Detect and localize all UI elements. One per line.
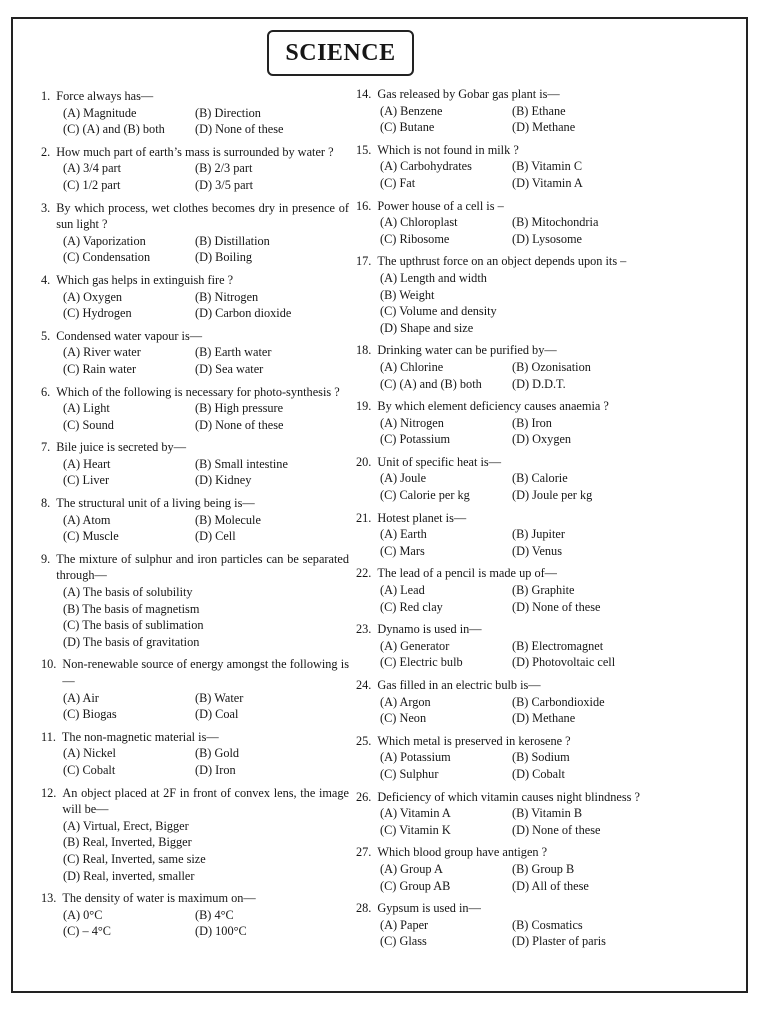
answer-option: (B) Ethane [512, 103, 566, 118]
answer-option: (C) Muscle [63, 529, 119, 544]
question-number: 19. [356, 399, 372, 414]
question-text: The mixture of sulphur and iron particles can be separated through— [56, 551, 349, 583]
answer-option: (B) Group B [512, 861, 575, 876]
answer-option: (A) Length and width [380, 270, 487, 285]
question-6 [41, 384, 349, 434]
question-stem [41, 495, 349, 512]
answer-option: (D) None of these [195, 122, 284, 137]
answer-option: (B) Jupiter [512, 527, 565, 542]
answer-option: (B) Iron [512, 415, 552, 430]
answer-option: (A) Chloroplast [380, 215, 458, 230]
answer-options [356, 749, 676, 782]
question-4 [41, 272, 349, 322]
question-number: 14. [356, 87, 372, 101]
answer-option: (B) Weight [380, 287, 435, 302]
question-text: Unit of specific heat is— [377, 454, 501, 469]
answer-options [356, 582, 676, 615]
answer-option: (B) Molecule [195, 512, 261, 527]
answer-option: (A) Oxygen [63, 289, 123, 304]
question-number: 23. [356, 622, 372, 637]
answer-option: (C) Potassium [380, 432, 451, 447]
answer-option: (D) Lysosome [512, 231, 583, 246]
question-number: 13. [41, 891, 57, 906]
answer-option: (D) Iron [195, 762, 236, 777]
answer-options [41, 512, 349, 545]
question-stem [356, 398, 676, 415]
answer-option: (C) Cobalt [63, 762, 116, 777]
answer-options [41, 907, 349, 940]
answer-option: (C) Mars [380, 543, 425, 558]
answer-options [356, 917, 676, 950]
answer-options [41, 344, 349, 377]
answer-option: (B) High pressure [195, 401, 284, 416]
question-25 [356, 733, 676, 783]
answer-options [356, 470, 676, 503]
answer-option: (C) Butane [380, 120, 435, 135]
question-text: By which process, wet clothes becomes dry in presence of sun light ? [56, 200, 349, 232]
answer-option: (A) Lead [380, 583, 425, 598]
question-16 [356, 198, 676, 248]
answer-option: (B) Cosmatics [512, 917, 583, 932]
question-number: 12. [41, 785, 57, 800]
answer-option: (C) – 4°C [63, 924, 111, 939]
question-text: An object placed at 2F in front of convex lens, the image will be— [62, 785, 349, 817]
answer-option: (C) Real, Inverted, same size [63, 851, 206, 866]
question-stem [41, 656, 349, 689]
question-number: 18. [356, 343, 372, 358]
question-number: 15. [356, 142, 372, 157]
question-number: 11. [41, 729, 56, 744]
question-11 [41, 729, 349, 779]
answer-option: (B) Direction [195, 105, 261, 120]
answer-options [356, 359, 676, 392]
question-19 [356, 398, 676, 448]
answer-options [356, 158, 676, 191]
page-title: SCIENCE [285, 39, 396, 66]
answer-option: (A) Potassium [380, 750, 451, 765]
answer-option: (A) Nickel [63, 746, 116, 761]
answer-option: (B) Gold [195, 746, 240, 761]
question-7 [41, 439, 349, 489]
answer-option: (B) Ozonisation [512, 359, 591, 374]
question-26 [356, 789, 676, 839]
question-stem [356, 900, 676, 917]
answer-options [41, 160, 349, 193]
answer-options [356, 103, 676, 136]
answer-options [356, 415, 676, 448]
answer-options [356, 805, 676, 838]
answer-option: (D) D.D.T. [512, 376, 566, 391]
answer-option: (B) 2/3 part [195, 161, 253, 176]
answer-option: (C) Hydrogen [63, 306, 132, 321]
question-text: Which metal is preserved in kerosene ? [377, 733, 571, 748]
question-stem [356, 253, 676, 270]
answer-options [356, 694, 676, 727]
answer-option: (A) Chlorine [380, 359, 444, 374]
answer-option: (C) (A) and (B) both [380, 376, 482, 391]
answer-options [356, 214, 676, 247]
answer-option: (D) The basis of gravitation [63, 634, 200, 649]
answer-option: (A) Light [63, 401, 110, 416]
answer-option: (D) Carbon dioxide [195, 306, 292, 321]
answer-option: (C) Neon [380, 711, 427, 726]
question-number: 1. [41, 89, 51, 103]
question-text: Gas released by Gobar gas plant is— [377, 87, 560, 101]
question-5 [41, 328, 349, 378]
question-text: Non-renewable source of energy amongst the following is— [62, 657, 349, 688]
answer-option: (B) Calorie [512, 471, 568, 486]
question-number: 7. [41, 440, 51, 455]
answer-options [41, 584, 349, 650]
question-text: Hotest planet is— [377, 510, 467, 525]
question-text: The structural unit of a living being is— [56, 496, 255, 511]
question-stem [41, 88, 349, 105]
answer-option: (A) Nitrogen [380, 415, 444, 430]
answer-option: (A) River water [63, 345, 141, 360]
question-stem [41, 144, 349, 161]
question-number: 25. [356, 733, 372, 748]
answer-option: (C) (A) and (B) both [63, 122, 165, 137]
question-text: The lead of a pencil is made up of— [377, 566, 557, 581]
answer-options [41, 818, 349, 884]
question-stem [41, 785, 349, 818]
answer-options [356, 270, 676, 336]
question-text: Gypsum is used in— [377, 901, 481, 916]
answer-option: (C) Condensation [63, 250, 151, 265]
answer-option: (B) Real, Inverted, Bigger [63, 835, 192, 850]
answer-option: (D) Oxygen [512, 432, 572, 447]
question-stem [41, 384, 349, 401]
question-text: The upthrust force on an object depends upon its – [377, 254, 627, 269]
answer-option: (A) Generator [380, 638, 450, 653]
answer-option: (B) Small intestine [195, 456, 288, 471]
question-text: Which blood group have antigen ? [377, 845, 548, 860]
answer-option: (D) Methane [512, 711, 576, 726]
question-text: How much part of earth’s mass is surrounded by water ? [56, 144, 334, 159]
question-18 [356, 342, 676, 392]
question-text: Force always has— [56, 89, 154, 103]
answer-option: (B) Vitamin B [512, 806, 583, 821]
question-stem [41, 272, 349, 289]
question-28 [356, 900, 676, 950]
question-stem [356, 510, 676, 527]
answer-option: (B) Mitochondria [512, 215, 599, 230]
question-stem [356, 198, 676, 215]
answer-option: (C) Red clay [380, 599, 443, 614]
answer-option: (B) Nitrogen [195, 289, 259, 304]
question-1 [41, 88, 349, 138]
answer-option: (C) Ribosome [380, 231, 450, 246]
answer-option: (D) Boiling [195, 250, 253, 265]
question-stem [356, 844, 676, 861]
question-12 [41, 785, 349, 885]
answer-options [41, 690, 349, 723]
question-number: 28. [356, 901, 372, 916]
answer-option: (D) Real, inverted, smaller [63, 868, 195, 883]
answer-option: (A) 3/4 part [63, 161, 122, 176]
page-title-box [267, 30, 414, 76]
answer-option: (A) Air [63, 690, 99, 705]
answer-option: (C) Biogas [63, 707, 117, 722]
question-20 [356, 454, 676, 504]
answer-option: (B) Distillation [195, 233, 270, 248]
answer-option: (D) All of these [512, 878, 589, 893]
question-text: Which of the following is necessary for photo-synthesis ? [56, 384, 340, 399]
answer-options [41, 105, 349, 138]
question-stem [41, 729, 349, 746]
question-stem [356, 565, 676, 582]
answer-options [41, 400, 349, 433]
answer-option: (C) The basis of sublimation [63, 618, 204, 633]
answer-option: (B) Vitamin C [512, 159, 583, 174]
question-text: Dynamo is used in— [377, 622, 482, 637]
answer-option: (B) Graphite [512, 583, 575, 598]
question-number: 5. [41, 328, 51, 343]
answer-option: (D) Plaster of paris [512, 934, 606, 949]
question-17 [356, 253, 676, 336]
answer-options [41, 456, 349, 489]
question-21 [356, 510, 676, 560]
question-22 [356, 565, 676, 615]
question-stem [356, 142, 676, 159]
left-column [41, 88, 349, 940]
answer-option: (B) The basis of magnetism [63, 601, 200, 616]
question-8 [41, 495, 349, 545]
question-text: Deficiency of which vitamin causes night blindness ? [377, 789, 640, 804]
question-number: 10. [41, 657, 57, 672]
question-stem [356, 677, 676, 694]
answer-option: (A) Paper [380, 917, 429, 932]
answer-options [356, 861, 676, 894]
question-stem [356, 733, 676, 750]
answer-option: (D) None of these [512, 599, 601, 614]
question-23 [356, 621, 676, 671]
answer-option: (A) 0°C [63, 907, 103, 922]
question-number: 26. [356, 789, 372, 804]
question-text: Power house of a cell is – [377, 198, 504, 213]
question-text: Gas filled in an electric bulb is— [377, 678, 541, 692]
question-9 [41, 551, 349, 651]
answer-option: (D) Sea water [195, 361, 264, 376]
question-13 [41, 890, 349, 940]
question-stem [356, 621, 676, 638]
question-stem [41, 551, 349, 584]
answer-option: (C) Volume and density [380, 304, 497, 319]
answer-options [356, 638, 676, 671]
answer-option: (C) Sulphur [380, 766, 439, 781]
question-number: 22. [356, 566, 372, 581]
question-number: 21. [356, 510, 372, 525]
question-number: 4. [41, 272, 51, 287]
answer-option: (A) Atom [63, 512, 111, 527]
question-text: By which element deficiency causes anaemia ? [377, 399, 609, 414]
answer-option: (C) 1/2 part [63, 177, 121, 192]
answer-option: (A) Virtual, Erect, Bigger [63, 818, 189, 833]
question-10 [41, 656, 349, 722]
answer-option: (C) Rain water [63, 361, 137, 376]
answer-option: (B) Carbondioxide [512, 694, 605, 709]
question-stem [41, 890, 349, 907]
question-text: Condensed water vapour is— [56, 328, 203, 343]
question-text: The density of water is maximum on— [62, 891, 256, 906]
question-number: 2. [41, 144, 51, 159]
right-column [356, 86, 676, 950]
answer-option: (A) Earth [380, 527, 427, 542]
answer-option: (D) Kidney [195, 473, 252, 488]
answer-options [41, 233, 349, 266]
answer-option: (D) None of these [195, 417, 284, 432]
answer-option: (A) Heart [63, 456, 111, 471]
question-number: 3. [41, 200, 51, 215]
question-number: 6. [41, 384, 51, 399]
question-text: Which is not found in milk ? [377, 142, 519, 157]
answer-option: (D) Shape and size [380, 320, 474, 335]
answer-option: (C) Liver [63, 473, 110, 488]
answer-option: (D) 100°C [195, 924, 247, 939]
answer-option: (C) Group AB [380, 878, 451, 893]
answer-options [41, 289, 349, 322]
answer-option: (D) Vitamin A [512, 175, 583, 190]
answer-option: (C) Sound [63, 417, 114, 432]
answer-option: (D) None of these [512, 822, 601, 837]
question-number: 9. [41, 551, 51, 566]
question-number: 27. [356, 845, 372, 860]
answer-option: (D) Cell [195, 529, 236, 544]
answer-option: (B) Water [195, 690, 244, 705]
answer-option: (A) The basis of solubility [63, 585, 193, 600]
answer-option: (D) Methane [512, 120, 576, 135]
answer-option: (A) Vitamin A [380, 806, 451, 821]
question-text: The non-magnetic material is— [61, 729, 219, 744]
answer-option: (D) Joule per kg [512, 488, 593, 503]
question-27 [356, 844, 676, 894]
answer-option: (B) Electromagnet [512, 638, 604, 653]
question-24 [356, 677, 676, 727]
answer-option: (D) Cobalt [512, 766, 565, 781]
answer-option: (A) Magnitude [63, 105, 137, 120]
question-number: 24. [356, 678, 372, 692]
answer-option: (C) Glass [380, 934, 427, 949]
answer-option: (D) Photovoltaic cell [512, 655, 616, 670]
question-3 [41, 200, 349, 266]
question-15 [356, 142, 676, 192]
question-number: 20. [356, 454, 372, 469]
answer-option: (B) Earth water [195, 345, 272, 360]
answer-option: (C) Calorie per kg [380, 488, 470, 503]
answer-option: (C) Electric bulb [380, 655, 463, 670]
answer-option: (D) 3/5 part [195, 177, 254, 192]
question-stem [356, 86, 676, 103]
question-text: Bile juice is secreted by— [56, 440, 186, 455]
question-stem [356, 342, 676, 359]
question-stem [41, 200, 349, 233]
answer-option: (C) Vitamin K [380, 822, 451, 837]
answer-option: (A) Joule [380, 471, 427, 486]
question-stem [41, 439, 349, 456]
question-text: Drinking water can be purified by— [377, 343, 557, 358]
answer-option: (D) Coal [195, 707, 239, 722]
question-stem [356, 454, 676, 471]
answer-option: (A) Carbohydrates [380, 159, 472, 174]
answer-option: (A) Benzene [380, 103, 443, 118]
answer-option: (B) 4°C [195, 907, 234, 922]
question-stem [356, 789, 676, 806]
question-number: 8. [41, 496, 51, 511]
question-14 [356, 86, 676, 136]
answer-option: (D) Venus [512, 543, 562, 558]
question-number: 16. [356, 198, 372, 213]
answer-option: (A) Group A [380, 861, 443, 876]
answer-option: (C) Fat [380, 175, 416, 190]
question-text: Which gas helps in extinguish fire ? [56, 272, 234, 287]
answer-option: (A) Argon [380, 694, 431, 709]
question-number: 17. [356, 254, 372, 269]
question-2 [41, 144, 349, 194]
answer-option: (B) Sodium [512, 750, 570, 765]
answer-option: (A) Vaporization [63, 233, 146, 248]
answer-options [356, 526, 676, 559]
question-stem [41, 328, 349, 345]
answer-options [41, 745, 349, 778]
